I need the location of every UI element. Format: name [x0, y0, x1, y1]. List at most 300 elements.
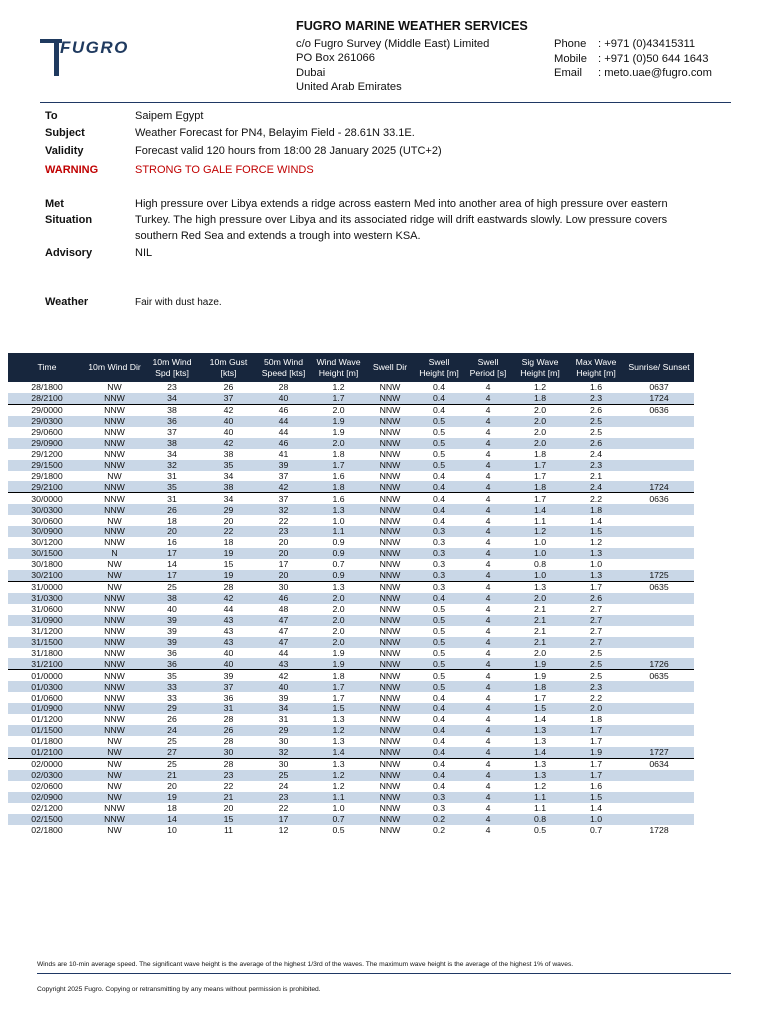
table-cell: NNW [366, 670, 414, 681]
table-cell: 1.9 [311, 658, 366, 669]
table-cell: 2.6 [568, 593, 624, 604]
forecast-table-body [8, 382, 694, 835]
table-cell: 17 [256, 814, 311, 825]
table-cell: 1.8 [568, 504, 624, 515]
table-cell: 0.4 [414, 747, 464, 758]
table-cell: 2.0 [311, 615, 366, 626]
table-cell: NNW [379, 714, 401, 725]
table-cell: 4 [464, 637, 512, 648]
table-cell: 31/1800 [31, 647, 63, 658]
table-cell: 15 [223, 559, 234, 570]
table-cell: 28 [201, 581, 256, 592]
table-cell: 0.5 [414, 681, 464, 692]
table-cell: NNW [379, 537, 401, 548]
contact-value: : +971 (0)50 644 1643 [598, 52, 709, 65]
table-cell: 29/0900 [8, 438, 86, 449]
table-cell [624, 814, 694, 825]
table-cell: 4 [485, 537, 491, 548]
table-cell [624, 449, 694, 460]
table-cell: 39 [256, 460, 311, 471]
table-cell: 36 [143, 416, 201, 427]
table-row [8, 393, 694, 404]
table-cell: 0.3 [432, 559, 446, 570]
table-cell: 4 [485, 625, 491, 636]
table-cell: 4 [464, 758, 512, 769]
table-cell: 26 [167, 714, 177, 725]
met-situation-text: High pressure over Libya extends a ridge across eastern Med into another area of high pressure over eastern Turkey. The high pressure over Libya and its associated ridge will drift eastwards slowly. Low pressure covers southern Red Sea and extends a trough into western KSA. [135, 198, 668, 242]
table-cell [624, 559, 694, 570]
table-cell: 0.4 [432, 692, 446, 703]
table-cell: 1.7 [589, 736, 603, 747]
table-cell: 1.9 [512, 670, 568, 681]
table-cell: 32 [143, 460, 201, 471]
contact-block [554, 37, 712, 81]
table-cell: 2.4 [568, 481, 624, 492]
table-cell: 38 [143, 438, 201, 449]
table-cell: 1.0 [568, 814, 624, 825]
table-cell: 1.7 [568, 581, 624, 592]
field-label: Weather [45, 296, 89, 308]
table-row [8, 670, 694, 681]
table-cell: 0.4 [432, 736, 446, 747]
table-cell: NNW [379, 559, 401, 570]
table-cell: 29/2100 [8, 481, 86, 492]
table-cell: 2.7 [589, 604, 603, 615]
table-cell: 34 [223, 470, 234, 481]
table-cell: 29/0000 [8, 404, 86, 415]
table-row [8, 438, 694, 449]
table-cell: NNW [366, 526, 414, 537]
table-cell: 0.4 [414, 725, 464, 736]
table-cell: 41 [278, 448, 289, 459]
table-cell: 20 [223, 515, 234, 526]
table-cell: 0.7 [332, 559, 345, 570]
table-cell: 1.1 [311, 526, 366, 537]
table-row [8, 758, 694, 769]
table-cell: 39 [143, 637, 201, 648]
address-line-2: PO Box 261066 [296, 52, 375, 64]
table-cell: 1.8 [332, 448, 345, 459]
table-cell: 01/0900 [8, 703, 86, 714]
table-cell: 2.5 [568, 416, 624, 427]
table-row [8, 504, 694, 515]
table-cell [624, 692, 694, 703]
table-cell: NNW [86, 615, 143, 626]
table-cell: 38 [223, 448, 234, 459]
table-cell: 29/0600 [31, 427, 63, 438]
table-cell: 40 [256, 681, 311, 692]
address-line-3: Dubai [296, 66, 326, 79]
table-cell: 18 [223, 537, 234, 548]
table-cell: 0.4 [414, 703, 464, 714]
table-cell: 1726 [624, 658, 694, 669]
table-cell: NNW [366, 814, 414, 825]
table-cell [624, 703, 694, 714]
table-cell: 19 [201, 570, 256, 581]
table-cell: NNW [366, 404, 414, 415]
table-cell: 0637 [649, 382, 669, 393]
table-cell: 37 [256, 493, 311, 504]
table-cell: 1.3 [512, 758, 568, 769]
table-cell: 1725 [624, 570, 694, 581]
table-cell: 19 [143, 792, 201, 803]
table-cell: 2.1 [533, 604, 547, 615]
table-row [8, 493, 694, 504]
table-cell: 1.4 [512, 747, 568, 758]
table-cell: NNW [366, 460, 414, 471]
table-cell: 0.5 [332, 824, 345, 835]
table-cell: 40 [201, 416, 256, 427]
table-row [8, 593, 694, 604]
table-cell: 40 [223, 647, 234, 658]
table-cell: 25 [143, 581, 201, 592]
table-cell: 38 [143, 404, 201, 415]
column-header: 10m Wind Dir [86, 353, 143, 382]
table-cell: 0.5 [432, 625, 446, 636]
forecast-table-header [8, 353, 694, 382]
table-row [8, 404, 694, 415]
table-cell: 1.4 [533, 714, 547, 725]
table-cell: 0.4 [414, 770, 464, 781]
table-row [8, 825, 694, 836]
table-cell: 30/1500 [8, 548, 86, 559]
table-cell: NNW [366, 570, 414, 581]
field-label: Subject [45, 127, 85, 139]
table-cell: 2.0 [533, 427, 547, 438]
table-cell: 0.4 [414, 404, 464, 415]
table-cell: 2.1 [512, 637, 568, 648]
table-cell: 31/2100 [8, 658, 86, 669]
met-label-line-1: Met [45, 198, 64, 210]
table-cell: 0.3 [432, 802, 446, 813]
table-cell [624, 615, 694, 626]
table-cell: NNW [379, 604, 401, 615]
table-cell: NNW [366, 747, 414, 758]
table-cell: 25 [143, 758, 201, 769]
contact-email [554, 66, 712, 81]
table-cell [624, 438, 694, 449]
table-cell: 28 [223, 714, 234, 725]
table-cell: 29/1500 [8, 460, 86, 471]
table-cell: 4 [485, 427, 491, 438]
table-cell: 1.2 [332, 382, 345, 393]
table-cell: 1.0 [332, 515, 345, 526]
table-cell: 2.0 [332, 604, 345, 615]
table-cell: 0.5 [533, 824, 547, 835]
table-cell: 1728 [649, 824, 669, 835]
table-cell: 1.5 [568, 526, 624, 537]
table-cell: 1.3 [332, 736, 345, 747]
table-cell: 1.1 [533, 802, 547, 813]
table-cell: 23 [167, 382, 177, 393]
table-cell: 1.0 [533, 537, 547, 548]
logo-stem [54, 39, 59, 76]
table-cell: NNW [86, 526, 143, 537]
table-cell: 12 [278, 824, 289, 835]
table-cell: 1.7 [533, 470, 547, 481]
table-row [8, 615, 694, 626]
table-cell: 1.6 [311, 493, 366, 504]
table-cell: 42 [256, 481, 311, 492]
table-cell: 0.5 [414, 637, 464, 648]
table-cell: 01/0300 [8, 681, 86, 692]
table-cell: 35 [201, 460, 256, 471]
table-row [8, 471, 694, 482]
field-value: Fair with dust haze. [135, 297, 222, 308]
table-cell: 46 [256, 593, 311, 604]
table-cell: 1.1 [533, 515, 547, 526]
table-cell [624, 427, 694, 438]
table-cell: NNW [379, 781, 401, 792]
table-cell: 34 [201, 493, 256, 504]
table-cell: N [86, 548, 143, 559]
table-cell: 4 [464, 581, 512, 592]
table-cell: 1.8 [589, 714, 603, 725]
table-cell: 1.7 [512, 493, 568, 504]
table-cell: 1.9 [332, 647, 345, 658]
table-cell: NNW [366, 658, 414, 669]
table-cell: 01/1500 [8, 725, 86, 736]
table-cell: 1.7 [311, 393, 366, 404]
table-cell: 0.2 [432, 824, 446, 835]
table-cell: 4 [464, 681, 512, 692]
table-cell: 4 [485, 604, 491, 615]
table-cell: 20 [223, 802, 234, 813]
table-cell: 2.1 [533, 625, 547, 636]
table-cell: NNW [366, 637, 414, 648]
table-cell: 2.0 [568, 703, 624, 714]
table-cell: 1.2 [589, 537, 603, 548]
table-cell: 21 [143, 770, 201, 781]
table-cell: 1727 [624, 747, 694, 758]
table-cell: 0.4 [432, 470, 446, 481]
table-row [8, 460, 694, 471]
table-cell: NNW [86, 481, 143, 492]
table-cell: 0.9 [311, 570, 366, 581]
table-cell: 40 [167, 604, 177, 615]
column-header: Sunrise/ Sunset [624, 353, 694, 382]
table-cell: NNW [366, 438, 414, 449]
table-cell: 4 [464, 814, 512, 825]
table-cell: 01/2100 [8, 747, 86, 758]
table-cell: 29 [201, 504, 256, 515]
table-cell: 43 [256, 658, 311, 669]
column-header: Swell Height [m] [414, 353, 464, 382]
table-cell: 1.8 [512, 481, 568, 492]
table-cell: 24 [143, 725, 201, 736]
table-cell: NW [107, 781, 122, 792]
table-cell: 43 [223, 625, 234, 636]
table-cell: 20 [278, 537, 289, 548]
table-cell: 43 [201, 637, 256, 648]
table-cell: 02/0600 [31, 781, 63, 792]
table-cell: 48 [278, 604, 289, 615]
table-cell: NNW [104, 427, 125, 438]
table-cell: 31/1200 [31, 625, 63, 636]
table-cell: 39 [167, 625, 177, 636]
table-cell: NNW [86, 637, 143, 648]
table-cell: 23 [256, 526, 311, 537]
table-cell: 31/0000 [8, 581, 86, 592]
table-cell: 23 [256, 792, 311, 803]
contact-phone [554, 37, 712, 52]
table-cell: 39 [278, 692, 289, 703]
table-cell: NW [107, 515, 122, 526]
table-cell: 0.7 [311, 814, 366, 825]
table-row [8, 803, 694, 814]
table-cell: 2.0 [311, 637, 366, 648]
table-cell: 1.2 [533, 382, 547, 393]
table-row [8, 648, 694, 659]
table-cell: 37 [201, 681, 256, 692]
table-cell: 24 [278, 781, 289, 792]
contact-value: : +971 (0)43415311 [598, 38, 696, 50]
table-cell: 1.0 [589, 559, 603, 570]
table-cell [624, 626, 694, 637]
table-cell: 0.3 [414, 526, 464, 537]
table-cell: 1.3 [533, 736, 547, 747]
table-cell: NNW [379, 802, 401, 813]
table-cell: 4 [485, 692, 491, 703]
table-cell: 32 [256, 747, 311, 758]
contact-label: Phone [554, 38, 587, 50]
table-cell: 1.0 [512, 548, 568, 559]
table-cell [624, 725, 694, 736]
table-cell: 0.4 [414, 493, 464, 504]
table-cell: 0.5 [414, 438, 464, 449]
table-cell: 20 [167, 781, 177, 792]
table-cell: 2.2 [568, 493, 624, 504]
table-cell: 34 [143, 393, 201, 404]
table-cell: NNW [86, 725, 143, 736]
table-cell: 1.4 [512, 504, 568, 515]
table-cell: 40 [223, 427, 234, 438]
table-cell: 0636 [624, 493, 694, 504]
table-row [8, 714, 694, 725]
table-row [8, 747, 694, 758]
table-cell: 39 [143, 615, 201, 626]
table-cell: 22 [278, 802, 289, 813]
table-cell: 1.8 [512, 681, 568, 692]
field-value: Saipem Egypt [135, 110, 204, 122]
table-row [8, 481, 694, 492]
table-cell: 30/0900 [8, 526, 86, 537]
table-cell: 0.9 [311, 548, 366, 559]
table-cell [624, 526, 694, 537]
table-cell: 0634 [624, 758, 694, 769]
table-cell: 33 [167, 692, 177, 703]
table-row [8, 692, 694, 703]
table-cell: 44 [223, 604, 234, 615]
table-cell: NNW [86, 404, 143, 415]
table-cell: 40 [201, 658, 256, 669]
footer-divider [37, 973, 731, 974]
table-cell: 10 [167, 824, 177, 835]
table-cell: NNW [104, 802, 125, 813]
table-cell: 0.5 [432, 427, 446, 438]
table-cell: NNW [366, 416, 414, 427]
contact-mobile [554, 52, 712, 67]
table-cell: 0.8 [512, 814, 568, 825]
table-cell: 1.2 [533, 781, 547, 792]
table-cell: 1.3 [568, 570, 624, 581]
table-row [8, 725, 694, 736]
table-row [8, 548, 694, 559]
table-cell: 42 [256, 670, 311, 681]
table-cell: 27 [143, 747, 201, 758]
table-cell: 34 [256, 703, 311, 714]
table-cell [624, 593, 694, 604]
table-cell: 0.4 [414, 758, 464, 769]
table-cell: 1.9 [311, 416, 366, 427]
table-cell: 26 [143, 504, 201, 515]
fugro-logo [40, 32, 132, 76]
table-cell: 14 [143, 814, 201, 825]
table-cell: NNW [379, 824, 401, 835]
table-cell: NNW [366, 548, 414, 559]
table-cell: 35 [143, 481, 201, 492]
table-cell: 4 [464, 548, 512, 559]
table-cell: NNW [104, 625, 125, 636]
address-line-1: c/o Fugro Survey (Middle East) Limited [296, 37, 490, 50]
table-row [8, 637, 694, 648]
table-cell: 1.4 [589, 802, 603, 813]
table-cell: 1.3 [512, 581, 568, 592]
field-label [45, 197, 133, 229]
table-cell: 30/1200 [31, 537, 63, 548]
table-cell: 30 [256, 758, 311, 769]
table-cell: NNW [366, 758, 414, 769]
table-cell: 0.9 [332, 537, 345, 548]
table-cell: NW [107, 736, 122, 747]
table-cell: 38 [143, 593, 201, 604]
table-cell: 0.5 [414, 416, 464, 427]
column-header: Swell Dir [366, 353, 414, 382]
table-cell: 44 [278, 647, 289, 658]
table-cell: 31 [167, 470, 177, 481]
table-cell: 1.7 [332, 692, 345, 703]
table-cell: 4 [464, 393, 512, 404]
table-cell: 0.3 [432, 537, 446, 548]
table-cell: NW [86, 747, 143, 758]
table-cell: NNW [366, 681, 414, 692]
table-cell: 31 [143, 493, 201, 504]
table-cell: NNW [86, 681, 143, 692]
table-cell: 1.3 [512, 725, 568, 736]
table-cell: 22 [223, 781, 234, 792]
contact-label: Mobile [554, 52, 587, 65]
table-row [8, 515, 694, 526]
table-cell: 4 [485, 470, 491, 481]
table-cell: 34 [167, 448, 177, 459]
table-cell: 1.6 [589, 781, 603, 792]
table-cell: 36 [143, 658, 201, 669]
table-cell [624, 537, 694, 548]
table-cell: 2.1 [589, 470, 603, 481]
column-header: 10m Gust [kts] [201, 353, 256, 382]
table-cell: 31/0600 [31, 604, 63, 615]
table-cell: 30/1800 [31, 559, 63, 570]
table-cell: 1.9 [332, 427, 345, 438]
table-cell: 37 [278, 470, 289, 481]
table-cell: 1.9 [568, 747, 624, 758]
table-cell: NNW [86, 438, 143, 449]
table-cell: 2.5 [589, 647, 603, 658]
table-cell: 26 [201, 725, 256, 736]
table-cell: 22 [278, 515, 289, 526]
warning-text: STRONG TO GALE FORCE WINDS [135, 164, 314, 176]
contact-value: : meto.uae@fugro.com [598, 67, 712, 79]
